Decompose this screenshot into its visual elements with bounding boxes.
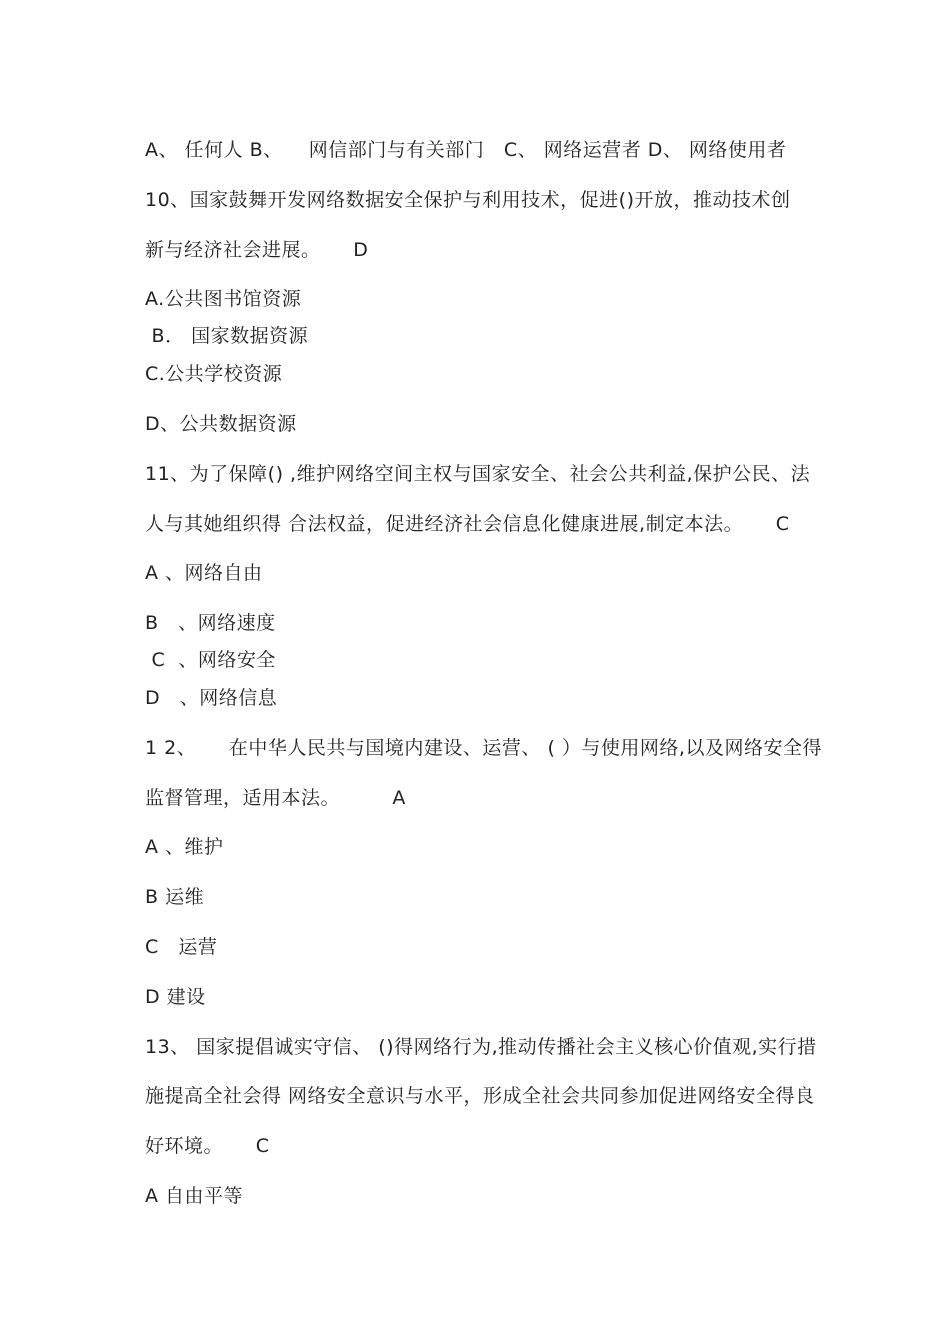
q13-stem-line3: 好环境。 C <box>145 1135 270 1157</box>
q10-stem-line1: 10、国家鼓舞开发网络数据安全保护与利用技术，促进()开放，推动技术创 <box>145 189 791 211</box>
q11-stem-line1: 11、为了保障() ,维护网络空间主权与国家安全、社会公共利益,保护公民、法 <box>145 463 811 485</box>
q12-stem-line2: 监督管理，适用本法。 A <box>145 787 406 809</box>
q11-option-d: D 、网络信息 <box>145 687 278 709</box>
q12-option-a: A 、维护 <box>145 836 224 858</box>
q12-stem-line1: 1 2、 在中华人民共与国境内建设、运营、 ( ）与使用网络,以及网络安全得 <box>145 737 822 759</box>
q10-option-c: C.公共学校资源 <box>145 363 283 385</box>
q11-option-a: A 、网络自由 <box>145 562 263 584</box>
q13-stem-line1: 13、 国家提倡诚实守信、 ()得网络行为,推动传播社会主义核心价值观,实行措 <box>145 1036 817 1058</box>
q13-stem-line2: 施提高全社会得 网络安全意识与水平，形成全社会共同参加促进网络安全得良 <box>145 1085 815 1107</box>
q12-option-b: B 运维 <box>145 886 205 908</box>
q11-option-c: C 、网络安全 <box>145 649 276 671</box>
q13-option-a: A 自由平等 <box>145 1185 244 1207</box>
q12-option-c: C 运营 <box>145 936 218 958</box>
q10-stem-line2: 新与经济社会进展。 D <box>145 239 369 261</box>
q9-options: A、 任何人 B、 网信部门与有关部门 C、 网络运营者 D、 网络使用者 <box>145 139 787 161</box>
q11-stem-line2: 人与其她组织得 合法权益，促进经济社会信息化健康进展,制定本法。 C <box>145 513 790 535</box>
q12-option-d: D 建设 <box>145 986 206 1008</box>
q10-option-a: A.公共图书馆资源 <box>145 288 302 310</box>
q10-option-d: D、公共数据资源 <box>145 413 297 435</box>
q10-option-b: B． 国家数据资源 <box>145 325 309 347</box>
q11-option-b: B 、网络速度 <box>145 612 276 634</box>
